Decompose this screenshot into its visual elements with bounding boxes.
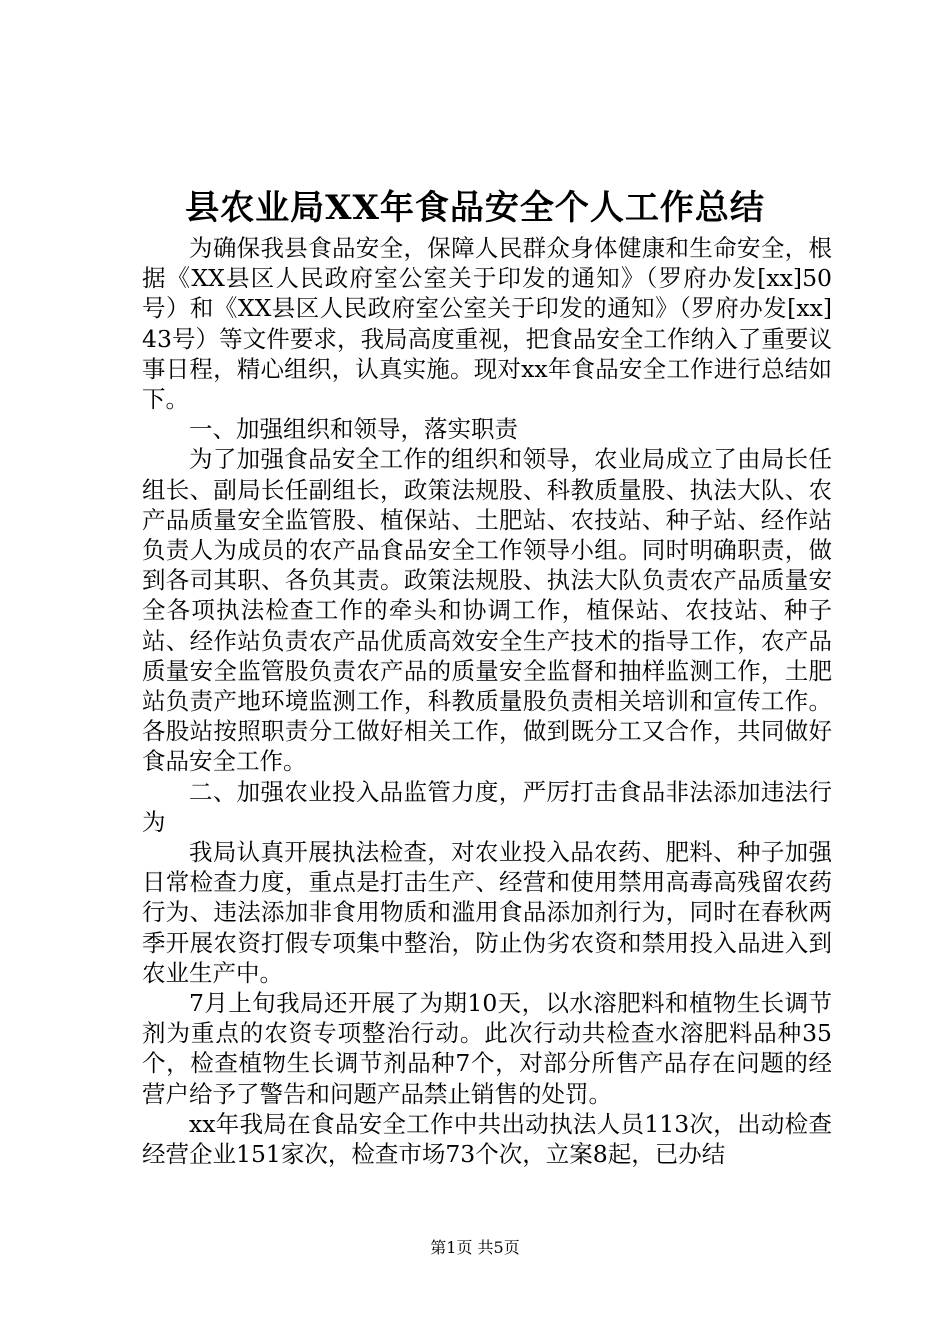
paragraph-intro: 为确保我县食品安全，保障人民群众身体健康和生命安全，根据《XX县区人民政府室公室关于印发的通知》（罗府办发[xx]50号）和《XX县区人民政府室公室关于印发的通知》（罗府办发[xx]43号）等文件要求，我局高度重视，把食品安全工作纳入了重要议事日程，精心组织，认真实施。现对xx年食品安全工作进行总结如下。 — [142, 234, 832, 414]
section-heading-2: 二、加强农业投入品监管力度，严厉打击食品非法添加违法行为 — [142, 777, 832, 836]
section-heading-1: 一、加强组织和领导，落实职责 — [189, 415, 518, 444]
document-title: 县农业局XX年食品安全个人工作总结 — [185, 188, 765, 228]
page-footer: 第1页 共5页 — [430, 1238, 520, 1257]
paragraph-inspection: 我局认真开展执法检查，对农业投入品农药、肥料、种子加强日常检查力度，重点是打击生产、经营和使用禁用高毒高残留农药行为、违法添加非食用物质和滥用食品添加剂行为，同时在春秋两季开展农资打假专项集中整治，防止伪劣农资和禁用投入品进入到农业生产中。 — [142, 838, 832, 987]
paragraph-july-campaign: 7月上旬我局还开展了为期10天，以水溶肥料和植物生长调节剂为重点的农资专项整治行动。此次行动共检查水溶肥料品种35个，检查植物生长调节剂品种7个，对部分所售产品存在问题的经营户给予了警告和问题产品禁止销售的处罚。 — [142, 989, 832, 1108]
document-body — [142, 233, 832, 1169]
paragraph-statistics: xx年我局在食品安全工作中共出动执法人员113次，出动检查经营企业151家次，检查市场73个次，立案8起，已办结 — [142, 1109, 832, 1169]
paragraph-organization: 为了加强食品安全工作的组织和领导，农业局成立了由局长任组长、副局长任副组长，政策法规股、科教质量股、执法大队、农产品质量安全监管股、植保站、土肥站、农技站、种子站、经作站负责人为成员的农产品食品安全工作领导小组。同时明确职责，做到各司其职、各负其责。政策法规股、执法大队负责农产品质量安全各项执法检查工作的牵头和协调工作，植保站、农技站、种子站、经作站负责农产品优质高效安全生产技术的指导工作，农产品质量安全监管股负责农产品的质量安全监督和抽样监测工作，土肥站负责产地环境监测工作，科教质量股负责相关培训和宣传工作。各股站按照职责分工做好相关工作，做到既分工又合作，共同做好食品安全工作。 — [142, 445, 832, 776]
